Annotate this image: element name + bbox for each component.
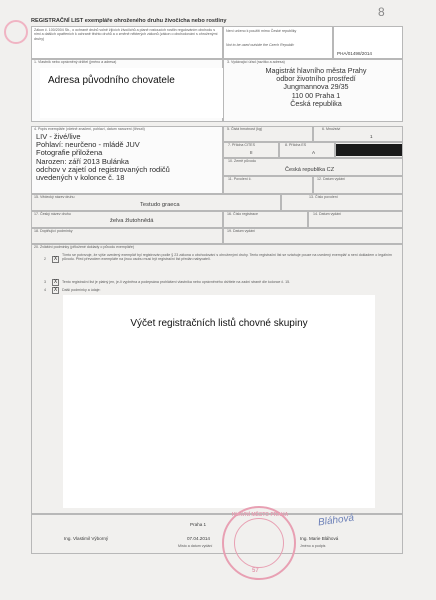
official-stamp-icon bbox=[222, 506, 296, 580]
option-4-checkbox[interactable]: X bbox=[53, 287, 58, 293]
option-3-num: 3 bbox=[44, 280, 46, 284]
desc-line-1: LIV - živé/live bbox=[36, 132, 81, 141]
box-17-label: 17. Český název druhu bbox=[34, 212, 71, 216]
box-12-label: 12. Datum vydání bbox=[317, 177, 346, 181]
quantity-value: 1 bbox=[370, 134, 373, 139]
option-3-checkbox[interactable]: X bbox=[53, 279, 58, 285]
option-4-text: Další podmínky a údaje: bbox=[62, 288, 101, 292]
desc-line-3: Fotografie přiložena bbox=[36, 148, 103, 158]
document-number: PHA/01498/2014 bbox=[337, 51, 372, 56]
stamp-text: HLAVNÍ MĚSTO PRAHA bbox=[231, 512, 289, 518]
group-list-text: Výčet registračních listů chovné skupiny bbox=[130, 318, 308, 329]
box-1-label: 1. Vlastník nebo oprávněný držitel (jméno a adresa) bbox=[34, 60, 117, 64]
page-mark: 8 bbox=[378, 5, 385, 19]
desc-line-6: uvedených v kolonce č. 18 bbox=[36, 173, 125, 183]
scientific-name: Testudo graeca bbox=[140, 202, 180, 208]
box-7-label: 7. Příloha CITES bbox=[228, 143, 255, 147]
officer-name-label: Jméno a podpis bbox=[300, 544, 326, 548]
redacted-block bbox=[336, 144, 402, 156]
stamp-inner-ring bbox=[234, 518, 284, 568]
cites-appendix: II bbox=[250, 150, 253, 155]
box-18-label: 18. Doplňující podmínky bbox=[34, 229, 73, 233]
officer-name: Ing. Marie Bláhová bbox=[300, 536, 339, 541]
box-15-label: 15. Vědecký název druhu bbox=[34, 195, 75, 199]
header-not-outside-en: Not to be used outside the Czech Republic bbox=[226, 43, 295, 47]
box-13-label: 13. Číslo povolení bbox=[309, 195, 338, 199]
seal-icon bbox=[4, 20, 28, 44]
eu-annex: A bbox=[312, 150, 316, 155]
owner-address: Adresa původního chovatele bbox=[48, 75, 175, 86]
header-law-text: Zákon č. 100/2004 Sb., o ochraně druhů volně žijících živočichů a planě rostoucích rostlin regulováním obchodu s nimi a dalších opatřeních k ochraně těchto druhů a o změně některých zákonů (zákon o obchodování s ohroženými druhy) bbox=[34, 28, 218, 41]
desc-line-2: Pohlaví: neurčeno - mládě JUV bbox=[36, 140, 140, 150]
stamp-number: 57 bbox=[252, 568, 259, 574]
header-not-outside: Není určeno k použití mimo České republiky bbox=[226, 29, 297, 33]
desc-line-4: Narozen: září 2013 Bulánka bbox=[36, 156, 129, 166]
box-10-label: 10. Země původu bbox=[228, 159, 256, 163]
box-13 bbox=[281, 194, 403, 211]
common-name: želva žlutohnědá bbox=[110, 218, 154, 224]
issue-place: Praha 1 bbox=[190, 522, 207, 527]
issuer-line-5: Česká republika bbox=[290, 98, 342, 108]
box-6-label: 6. Množství bbox=[322, 127, 341, 131]
option-3-text: Tento registrační list je platný jen, je-li vyplněna a podepsána prohlášení vlastníka nebo oprávněného držitele na zadní straně dle kolonce č. 15. bbox=[62, 280, 291, 284]
box-5-label: 5. Čistá hmotnost (kg) bbox=[227, 127, 263, 131]
issuer-line-2: odbor životního prostředí bbox=[276, 74, 356, 84]
issuer-address bbox=[233, 67, 399, 108]
country-of-origin: Česká republika CZ bbox=[285, 167, 335, 173]
box-14-label: 14. Datum vydání bbox=[313, 212, 342, 216]
issuer-line-4: 110 00 Praha 1 bbox=[291, 90, 341, 100]
issue-date: 07.04.2014 bbox=[187, 536, 210, 541]
box-19-label: 19. Datum vydání bbox=[227, 229, 256, 233]
box-20-label: 20. Zvláštní podmínky (přiložené doklady o původu exempláře) bbox=[34, 245, 135, 249]
issue-place-label: Místo a datum vydání bbox=[178, 544, 213, 548]
option-4-num: 4 bbox=[44, 288, 46, 292]
option-2-text: Tímto se potvrzuje, že výše uvedený exemplář byl registrován podle § 23 zákona o obchodování s ohroženými druhy. Tento registrační list se vztahuje pouze na uvedený exemplář a není dokladem o legálním původu. Před převodem exempláře na jinou osobu musí být registrační list předán nabyvateli. bbox=[62, 253, 392, 262]
signature: Bláhová bbox=[317, 512, 355, 529]
issuer-name: Ing. Vlastimil Výborný bbox=[64, 536, 109, 541]
desc-line-5: odchov v zajetí od registrovaných rodičů bbox=[36, 164, 170, 174]
box-3-label: 3. Vydávající úřad (razítko a adresa) bbox=[227, 60, 285, 64]
box-4-label: 4. Popis exempláře (včetně značení, pohlaví, datum narození (líhnutí) bbox=[34, 127, 145, 131]
box-11-label: 11. Povolení č. bbox=[228, 177, 252, 181]
option-2-num: 2 bbox=[44, 257, 46, 261]
box-8-label: 8. Příloha ES bbox=[285, 143, 307, 147]
specimen-description bbox=[36, 133, 226, 182]
issuer-line-3: Jungmannova 29/35 bbox=[283, 82, 349, 92]
form-title: REGISTRAČNÍ LIST exempláře ohroženého druhu živočicha nebo rostliny bbox=[31, 18, 227, 24]
box-16-label: 16. Číslo registrace bbox=[227, 212, 258, 216]
issuer-line-1: Magistrát hlavního města Prahy bbox=[265, 66, 367, 75]
option-2-checkbox[interactable]: X bbox=[53, 256, 58, 262]
